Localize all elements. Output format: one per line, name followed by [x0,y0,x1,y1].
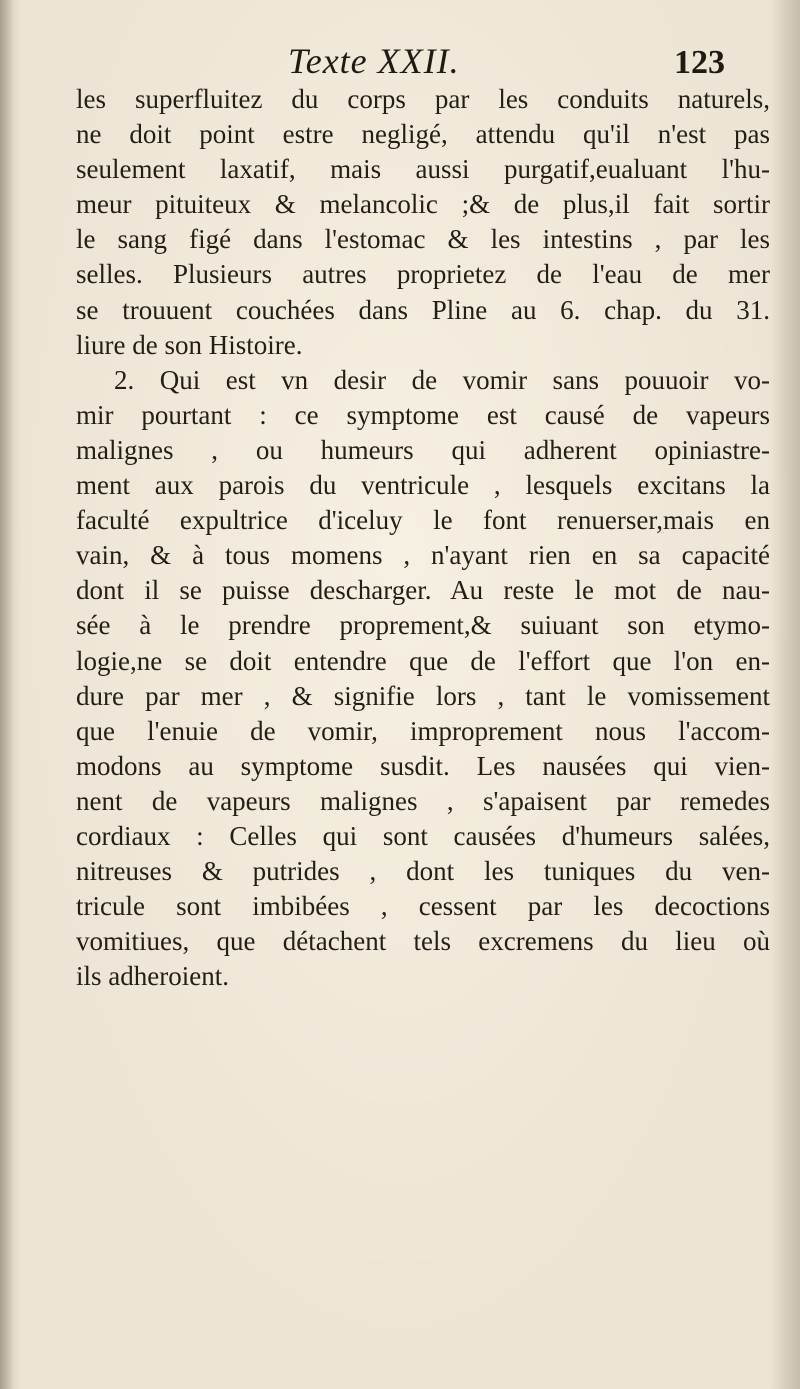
text-line: se trouuent couchées dans Pline au 6. chap. du 31. [76,294,770,325]
running-title: Texte XXII. [288,41,460,81]
page-number: 123 [674,44,725,81]
text-line: mir pourtant : ce symptome est causé de vapeurs [76,399,770,430]
text-line: seulement laxatif, mais aussi purgatif,eualuant l'hu- [76,154,770,185]
text-line: tricule sont imbibées , cessent par les decoctions [76,891,770,922]
gutter-shadow [0,0,14,1389]
text-line: malignes , ou humeurs qui adherent opiniastre- [76,434,770,465]
text-line: nent de vapeurs malignes , s'apaisent par remedes [76,785,770,816]
text-line: que l'enuie de vomir, improprement nous l'accom- [76,715,770,746]
text-line: modons au symptome susdit. Les nausées qui vien- [76,750,770,781]
text-line: liure de son Histoire. [76,329,303,360]
text-line: vain, & à tous momens , n'ayant rien en sa capacité [76,540,770,571]
text-line: cordiaux : Celles qui sont causées d'humeurs salées, [76,820,770,851]
text-line: dont il se puisse descharger. Au reste le mot de nau- [76,575,770,606]
text-line: sée à le prendre proprement,& suiuant son etymo- [76,610,770,641]
text-line: ils adheroient. [76,961,229,992]
text-line: ne doit point estre negligé, attendu qu'il n'est pas [76,119,770,150]
text-line: les superfluitez du corps par les conduits naturels, [76,84,770,114]
text-line: selles. Plusieurs autres proprietez de l'eau de mer [76,259,770,290]
text-line: 2. Qui est vn desir de vomir sans pouuoir vo- [114,364,770,395]
text-line: dure par mer , & signifie lors , tant le vomissement [76,680,770,711]
text-line: nitreuses & putrides , dont les tuniques du ven- [76,856,770,887]
text-line: le sang figé dans l'estomac & les intestins , par les [76,224,770,255]
text-line: faculté expultrice d'iceluy le font renuerser,mais en [76,505,770,536]
page-header [0,38,800,88]
text-line: vomitiues, que détachent tels excremens du lieu où [76,926,770,957]
text-line: logie,ne se doit entendre que de l'effort que l'on en- [76,645,770,676]
text-line: meur pituiteux & melancolic ;& de plus,il fait sortir [76,189,770,220]
body-text [76,82,770,994]
text-line: ment aux parois du ventricule , lesquels excitans la [76,470,770,501]
